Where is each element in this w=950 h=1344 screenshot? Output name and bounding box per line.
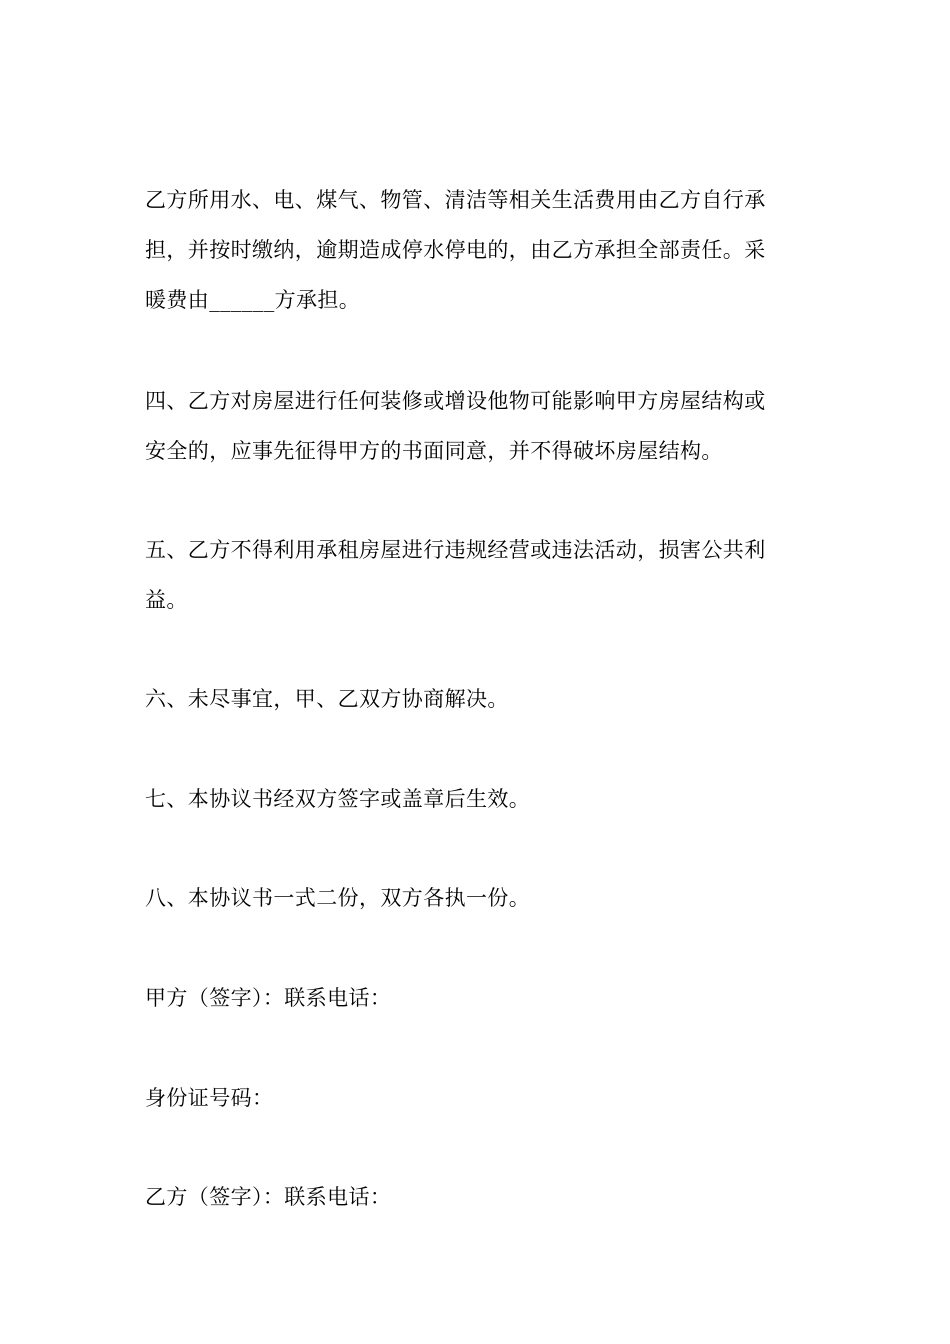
text-line: 担，并按时缴纳，逾期造成停水停电的，由乙方承担全部责任。采	[145, 238, 766, 262]
text-line: 身份证号码：	[145, 1086, 274, 1110]
paragraph-utilities	[145, 175, 810, 325]
paragraph-clause-7	[145, 774, 810, 824]
paragraph-clause-8	[145, 873, 810, 923]
text-line: 乙方（签字）：联系电话：	[145, 1185, 392, 1209]
id-number-line	[145, 1073, 810, 1123]
text-line: 四、乙方对房屋进行任何装修或增设他物可能影响甲方房屋结构或	[145, 389, 766, 413]
party-a-signature-line	[145, 973, 810, 1023]
paragraph-clause-6	[145, 674, 810, 724]
paragraph-clause-5	[145, 525, 810, 625]
text-line: 暖费由______方承担。	[145, 288, 361, 312]
text-line: 六、未尽事宜，甲、乙双方协商解决。	[145, 687, 509, 711]
text-line: 安全的，应事先征得甲方的书面同意，并不得破坏房屋结构。	[145, 439, 723, 463]
text-line: 七、本协议书经双方签字或盖章后生效。	[145, 787, 531, 811]
text-line: 八、本协议书一式二份，双方各执一份。	[145, 886, 531, 910]
party-b-signature-line	[145, 1172, 810, 1222]
text-line: 益。	[145, 588, 188, 612]
text-line: 乙方所用水、电、煤气、物管、清洁等相关生活费用由乙方自行承	[145, 188, 766, 212]
text-line: 甲方（签字）：联系电话：	[145, 986, 392, 1010]
text-line: 五、乙方不得利用承租房屋进行违规经营或违法活动，损害公共利	[145, 538, 766, 562]
paragraph-clause-4	[145, 376, 810, 476]
